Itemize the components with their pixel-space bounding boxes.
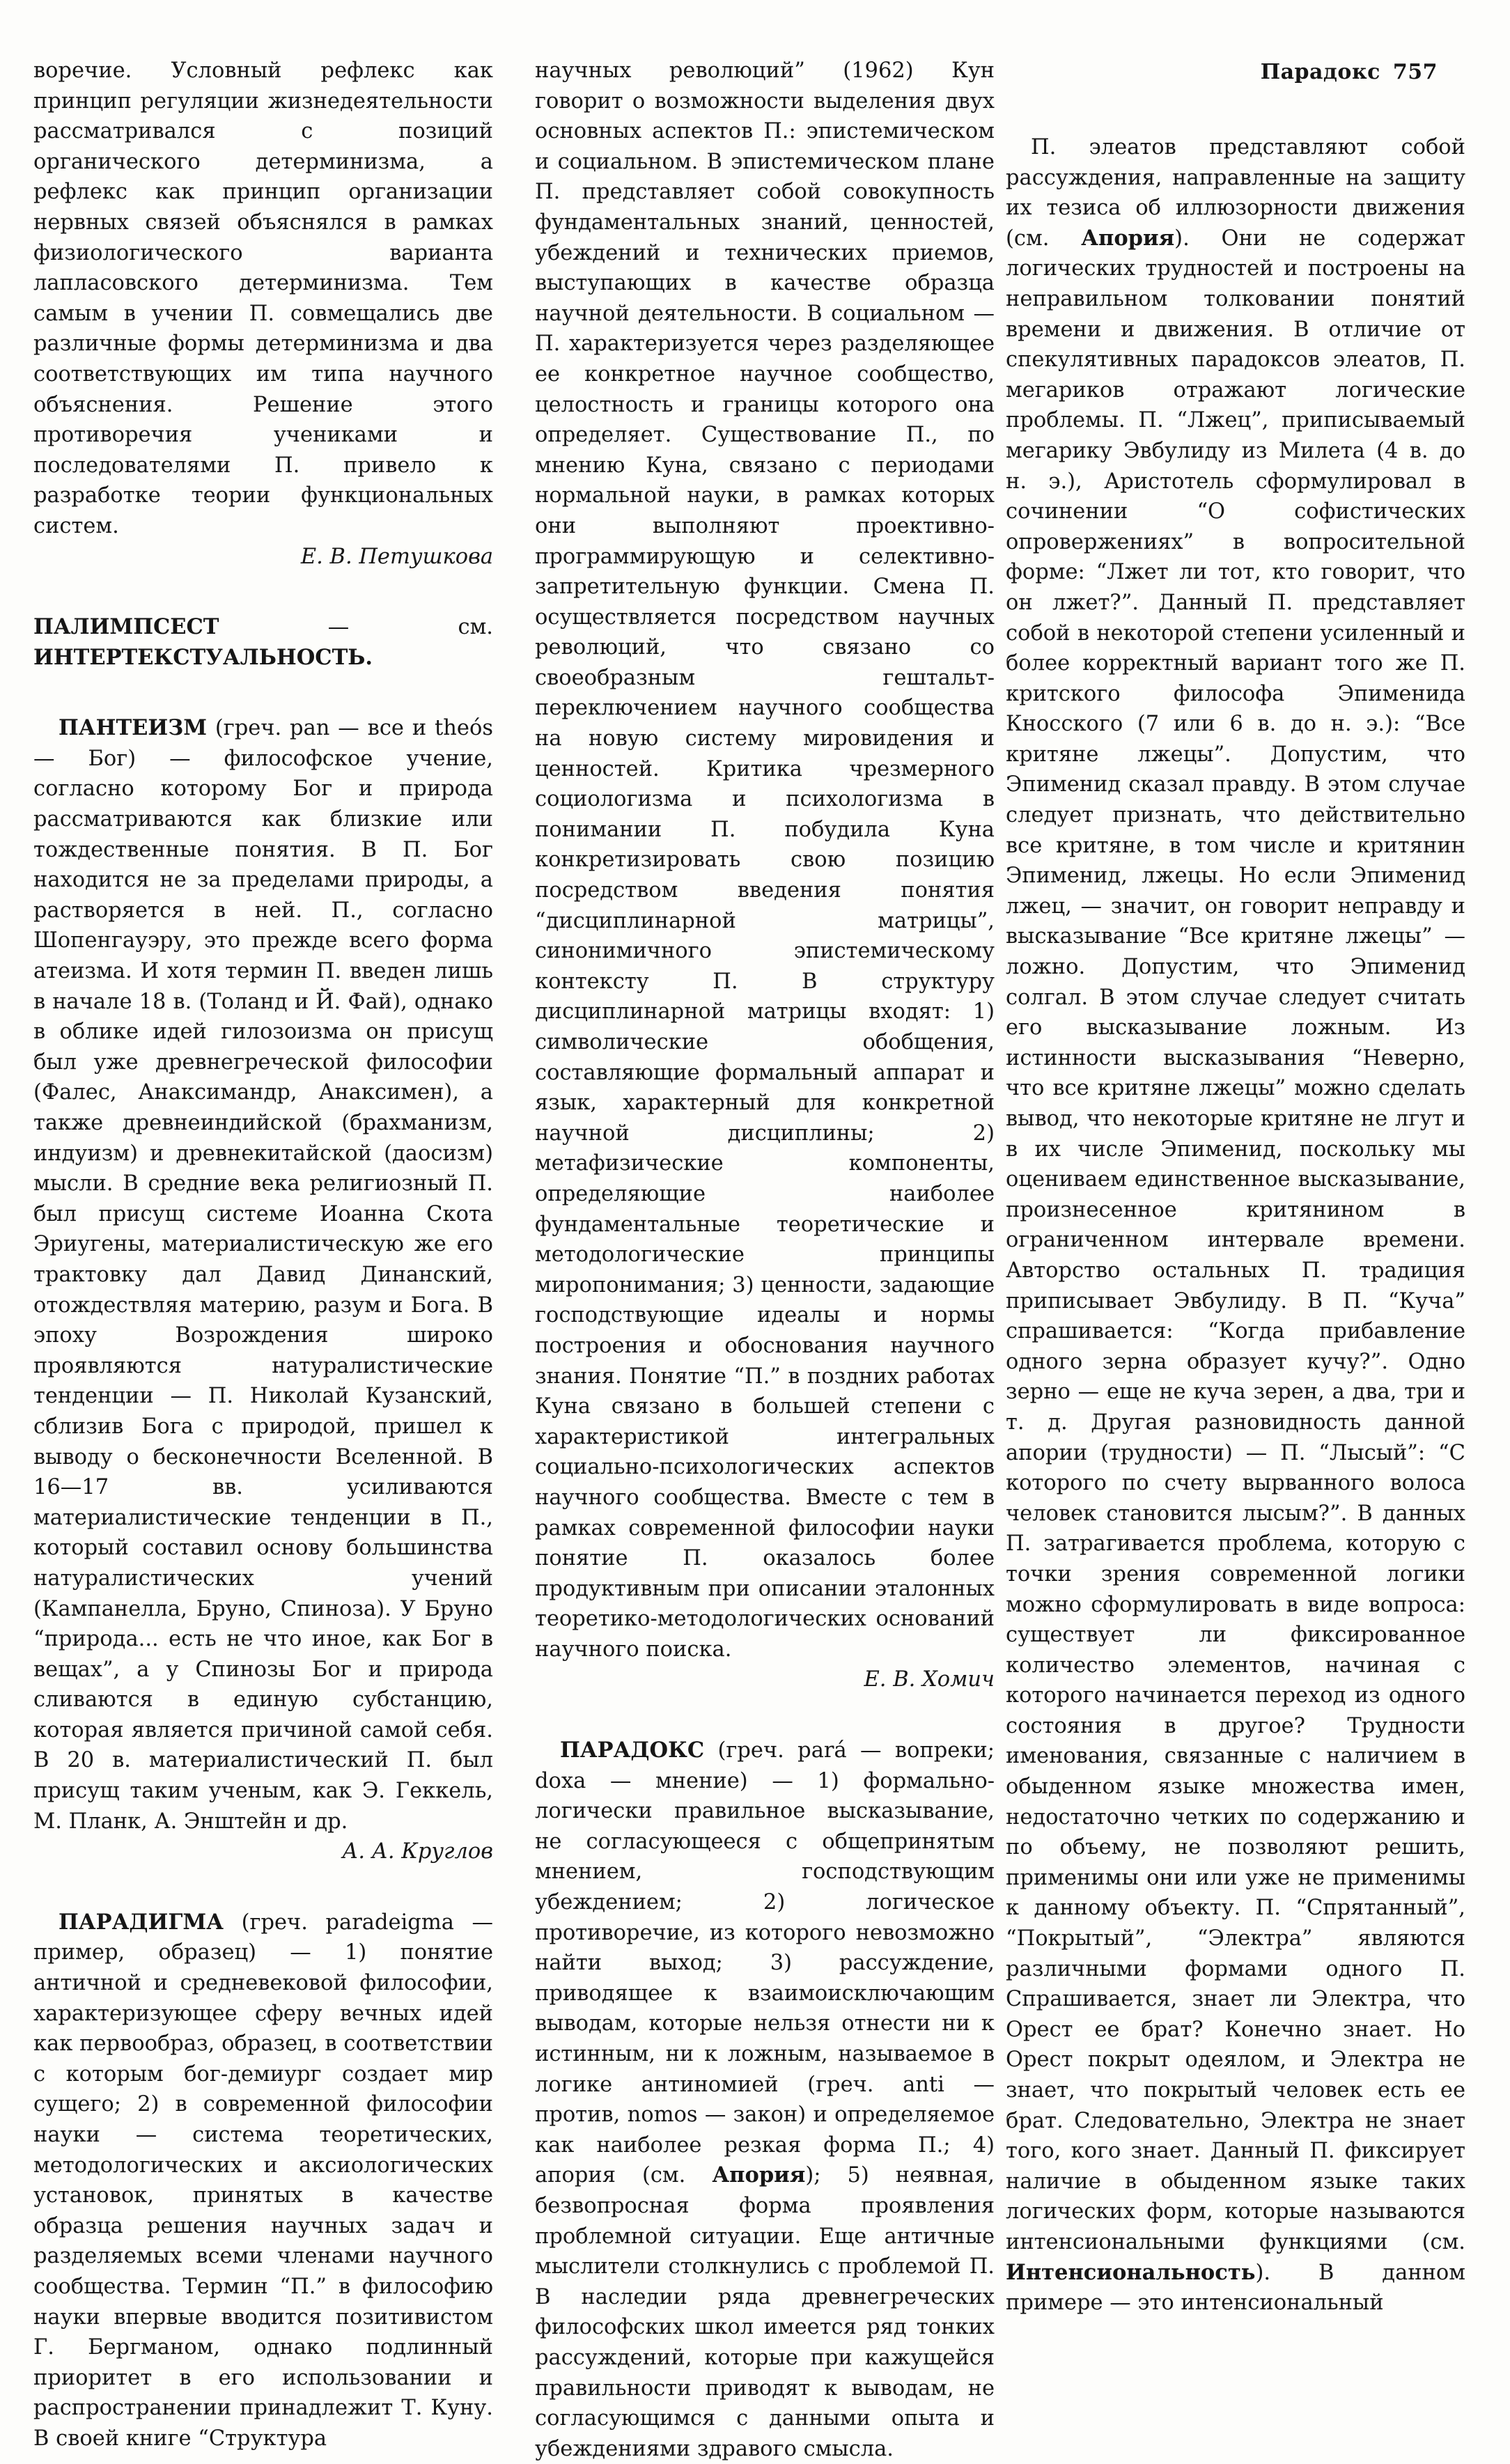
cross-reference: Апория (1081, 225, 1175, 251)
cross-reference: ИНТЕРТЕКСТУАЛЬНОСТЬ. (33, 644, 373, 670)
entry-text: ). Они не содержат логических трудностей и построены на неправильном толковании понятий времени и движения. В отличие от спекулятивных парадоксов элеатов, П. мегариков отражают логические проблемы. П. “Лжец”, приписываемый мегарику Эвбулиду из Милета (4 в. до н. э.), Аристотель сформулировал в сочинении “О софистических опровержениях” в вопросительной форме: “Лжет ли тот, кто говорит, что он лжет?”. Данный П. представляет собой в некоторой степени усиленный и более корректный вариант того же П. критского философа Эпименида Кносского (7 или 6 в. до н. э.): “Все критяне лжецы”. Допустим, что Эпименид сказал правду. В этом случае следует признать, что действительно все критяне, в том числе и критянин Эпименид, лжецы. Но если Эпименид лжец, — значит, он говорит неправду и высказывание “Все критяне лжецы” — ложно. Допустим, что Эпименид солгал. В этом случае следует считать его высказывание ложным. Из истинности высказывания “Неверно, что все критяне лжецы” можно сделать вывод, что некоторые критяне не лгут и в их числе Эпименид, поскольку мы оцениваем единственное высказывание, произнесенное критянином в ограниченном интервале времени. Авторство остальных П. традиция приписывает Эвбулиду. В П. “Куча” спрашивается: “Когда прибавление одного зерна образует кучу?”. Одно зерно — еще не куча зерен, а два, три и т. д. Другая разновидность данной апории (трудности) — П. “Лысый”: “С которого по счету вырванного волоса человек становится лысым?”. В данных П. затрагивается проблема, которую с точки зрения современной логики можно сформулировать в виде вопроса: существует ли фиксированное количество элементов, начиная с которого начинается переход из одного состояния в другое? Трудности именования, связанные с наличием в обыденном языке множества имен, недостаточно четких по содержанию и по объему, не позволяют решить, применимы они или уже не применимы к данному объекту. П. “Спрятанный”, “Покрытый”, “Электра” являются различными формами одного П. Спрашивается, знает ли Электра, что Орест ее брат? Конечно знает. Но Орест покрыт одеялом, и Электра не знает, что покрытый человек есть ее брат. Следовательно, Электра не знает того, кого знает. Данный П. фиксирует наличие в обыденном языке таких логических форм, которые называются интенсиональными функциями (см. (1006, 226, 1465, 2254)
entry-headword: ПАЛИМПСЕСТ (33, 614, 219, 640)
entry-text: (греч. pará — вопреки; doxa — мнение) — 1) формально-логически правильное высказывание, не согласующееся с общепринятым мнением, господствующим убеждением; 2) логическое противоречие, из которого невозможно найти выход; 3) рассуждение, приводящее к взаимоисключающим выводам, которые нельзя отнести ни к истинным, ни к ложным, называемое в логике антиномией (греч. anti — против, nomos — закон) и определяемое как наиболее резкая форма П.; 4) апория (см. (535, 1738, 995, 2188)
entry-headword: ПАРАДИГМА (59, 1909, 224, 1935)
author-signature: Е. В. Петушкова (300, 544, 493, 569)
author-signature: Е. В. Хомич (864, 1667, 995, 1692)
header-title: Парадокс (1260, 60, 1380, 84)
entry-text: (греч. paradeigma — пример, образец) — 1) понятие античной и средневековой философии, характеризующее сферу вечных идей как первообраз, образец, в соответствии с которым бог-демиург создает мир сущего; 2) в современной философии науки — система теоретических, методологических и аксиологических установок, принятых в качестве образца решения научных задач и разделяемых всеми членами научного сообщества. Термин “П.” в философию науки впервые вводится позитивистом Г. Бергманом, однако подлинный приоритет в его использовании и распространении принадлежит Т. Куну. В своей книге “Структура (33, 1910, 493, 2451)
entry-text: ); 5) неявная, безвопросная форма проявления проблемной ситуации. Еще античные мыслители столкнулись с проблемой П. В наследии ряда древнегреческих философских школ имеется ряд тонких рассуждений, которые при кажущейся правильности приводят к выводам, не согласующимся с данными опыта и убеждениями здравого смысла. (535, 2163, 995, 2461)
page-number: 757 (1392, 60, 1438, 84)
entry-paradox (535, 1736, 995, 2464)
entry-text: П. элеатов представляют собой рассуждения, направленные на защиту их тезиса об иллюзорности движения (см. (1006, 135, 1465, 251)
author-signature: А. А. Круглов (342, 1839, 493, 1864)
entry-text: (греч. pan — все и theós — Бог) — философское учение, согласно которому Бог и природа рассматриваются как близкие или тождественные понятия. В П. Бог находится не за пределами природы, а растворяется в ней. П., согласно Шопенгауэру, это прежде всего форма атеизма. И хотя термин П. введен лишь в начале 18 в. (Толанд и Й. Фай), однако в облике идей гилозоизма он присущ был уже древнегреческой философии (Фалес, Анаксимандр, Анаксимен), а также древнеиндийской (брахманизм, индуизм) и древнекитайской (даосизм) мысли. В средние века религиозный П. был присущ системе Иоанна Скота Эриугены, материалистическую же его трактовку дал Давид Динанский, отождествляя материю, разум и Бога. В эпоху Возрождения широко проявляются натуралистические тенденции — П. Николай Кузанский, сблизив Бога с природой, пришел к выводу о бесконечности Вселенной. В 16—17 вв. усиливаются материалистические тенденции в П., который составил основу большинства натуралистических учений (Кампанелла, Бруно, Спиноза). У Бруно “природа... есть не что иное, как Бог в вещах”, а у Спинозы Бог и природа сливаются в единую субстанцию, которая является причиной самой себя. В 20 в. материалистический П. был присущ таким ученым, как Э. Геккель, М. Планк, А. Энштейн и др. (33, 716, 493, 1834)
column-3 (1006, 132, 1465, 2318)
entry-text: ). В данном примере — это интенсиональный (1006, 2260, 1465, 2316)
column-1 (33, 56, 493, 2454)
entry-pantheism (33, 713, 493, 1837)
cross-reference: Апория (712, 2162, 806, 2188)
paragraph-continuation: воречие. Условный рефлекс как принцип регуляции жизнедеятельности рассматривался с позиций органического детерминизма, а рефлекс как принцип организации нервных связей объяснялся в рамках физиологического варианта лапласовского детерминизма. Тем самым в учении П. совмещались две различные формы детерминизма и два соответствующих им типа научного объяснения. Решение этого противоречия учениками и последователями П. привело к разработке теории функциональных систем. (33, 59, 493, 538)
paragraph-continuation: научных революций” (1962) Кун говорит о возможности выделения двух основных аспектов П.: эпистемическом и социальном. В эпистемическом плане П. представляет собой совокупность фундаментальных знаний, ценностей, убеждений и технических приемов, выступающих в качестве образца научной деятельности. В социальном — П. характеризуется через разделяющее ее конкретное научное сообщество, целостность и границы которого она определяет. Существование П., по мнению Куна, связано с периодами нормальной науки, в рамках которых они выполняют проективно-программирующую и селективно-запретительную функции. Смена П. осуществляется посредством научных революций, что связано со своеобразным гештальт-переключением научного сообщества на новую систему мировидения и ценностей. Критика чрезмерного социологизма и психологизма в понимании П. побудила Куна конкретизировать свою позицию посредством введения понятия “дисциплинарной матрицы”, синонимичного эпистемическому контексту П. В структуру дисциплинарной матрицы входят: 1) символические обобщения, составляющие формальный аппарат и язык, характерный для конкретной научной дисциплины; 2) метафизические компоненты, определяющие наиболее фундаментальные теоретические и методологические принципы миропонимания; 3) ценности, задающие господствующие идеалы и нормы построения и обоснования научного знания. Понятие “П.” в поздних работах Куна связано в большей степени с характеристикой интегральных социально-психологических аспектов научного сообщества. Вместе с тем в рамках современной философии науки понятие П. оказалось более продуктивным при описании эталонных теоретико-методологических оснований научного поиска. (535, 59, 995, 1662)
column-2 (535, 56, 995, 2464)
cross-reference: Интенсиональность (1006, 2259, 1256, 2285)
entry-text: — см. (219, 615, 493, 640)
paragraph-continuation (1006, 132, 1465, 2318)
entry-headword: ПАРАДОКС (560, 1738, 705, 1763)
entry-headword: ПАНТЕИЗМ (59, 715, 207, 741)
running-header (1261, 60, 1438, 84)
entry-paradigm (33, 1908, 493, 2454)
entry-palimpsest (33, 612, 493, 673)
